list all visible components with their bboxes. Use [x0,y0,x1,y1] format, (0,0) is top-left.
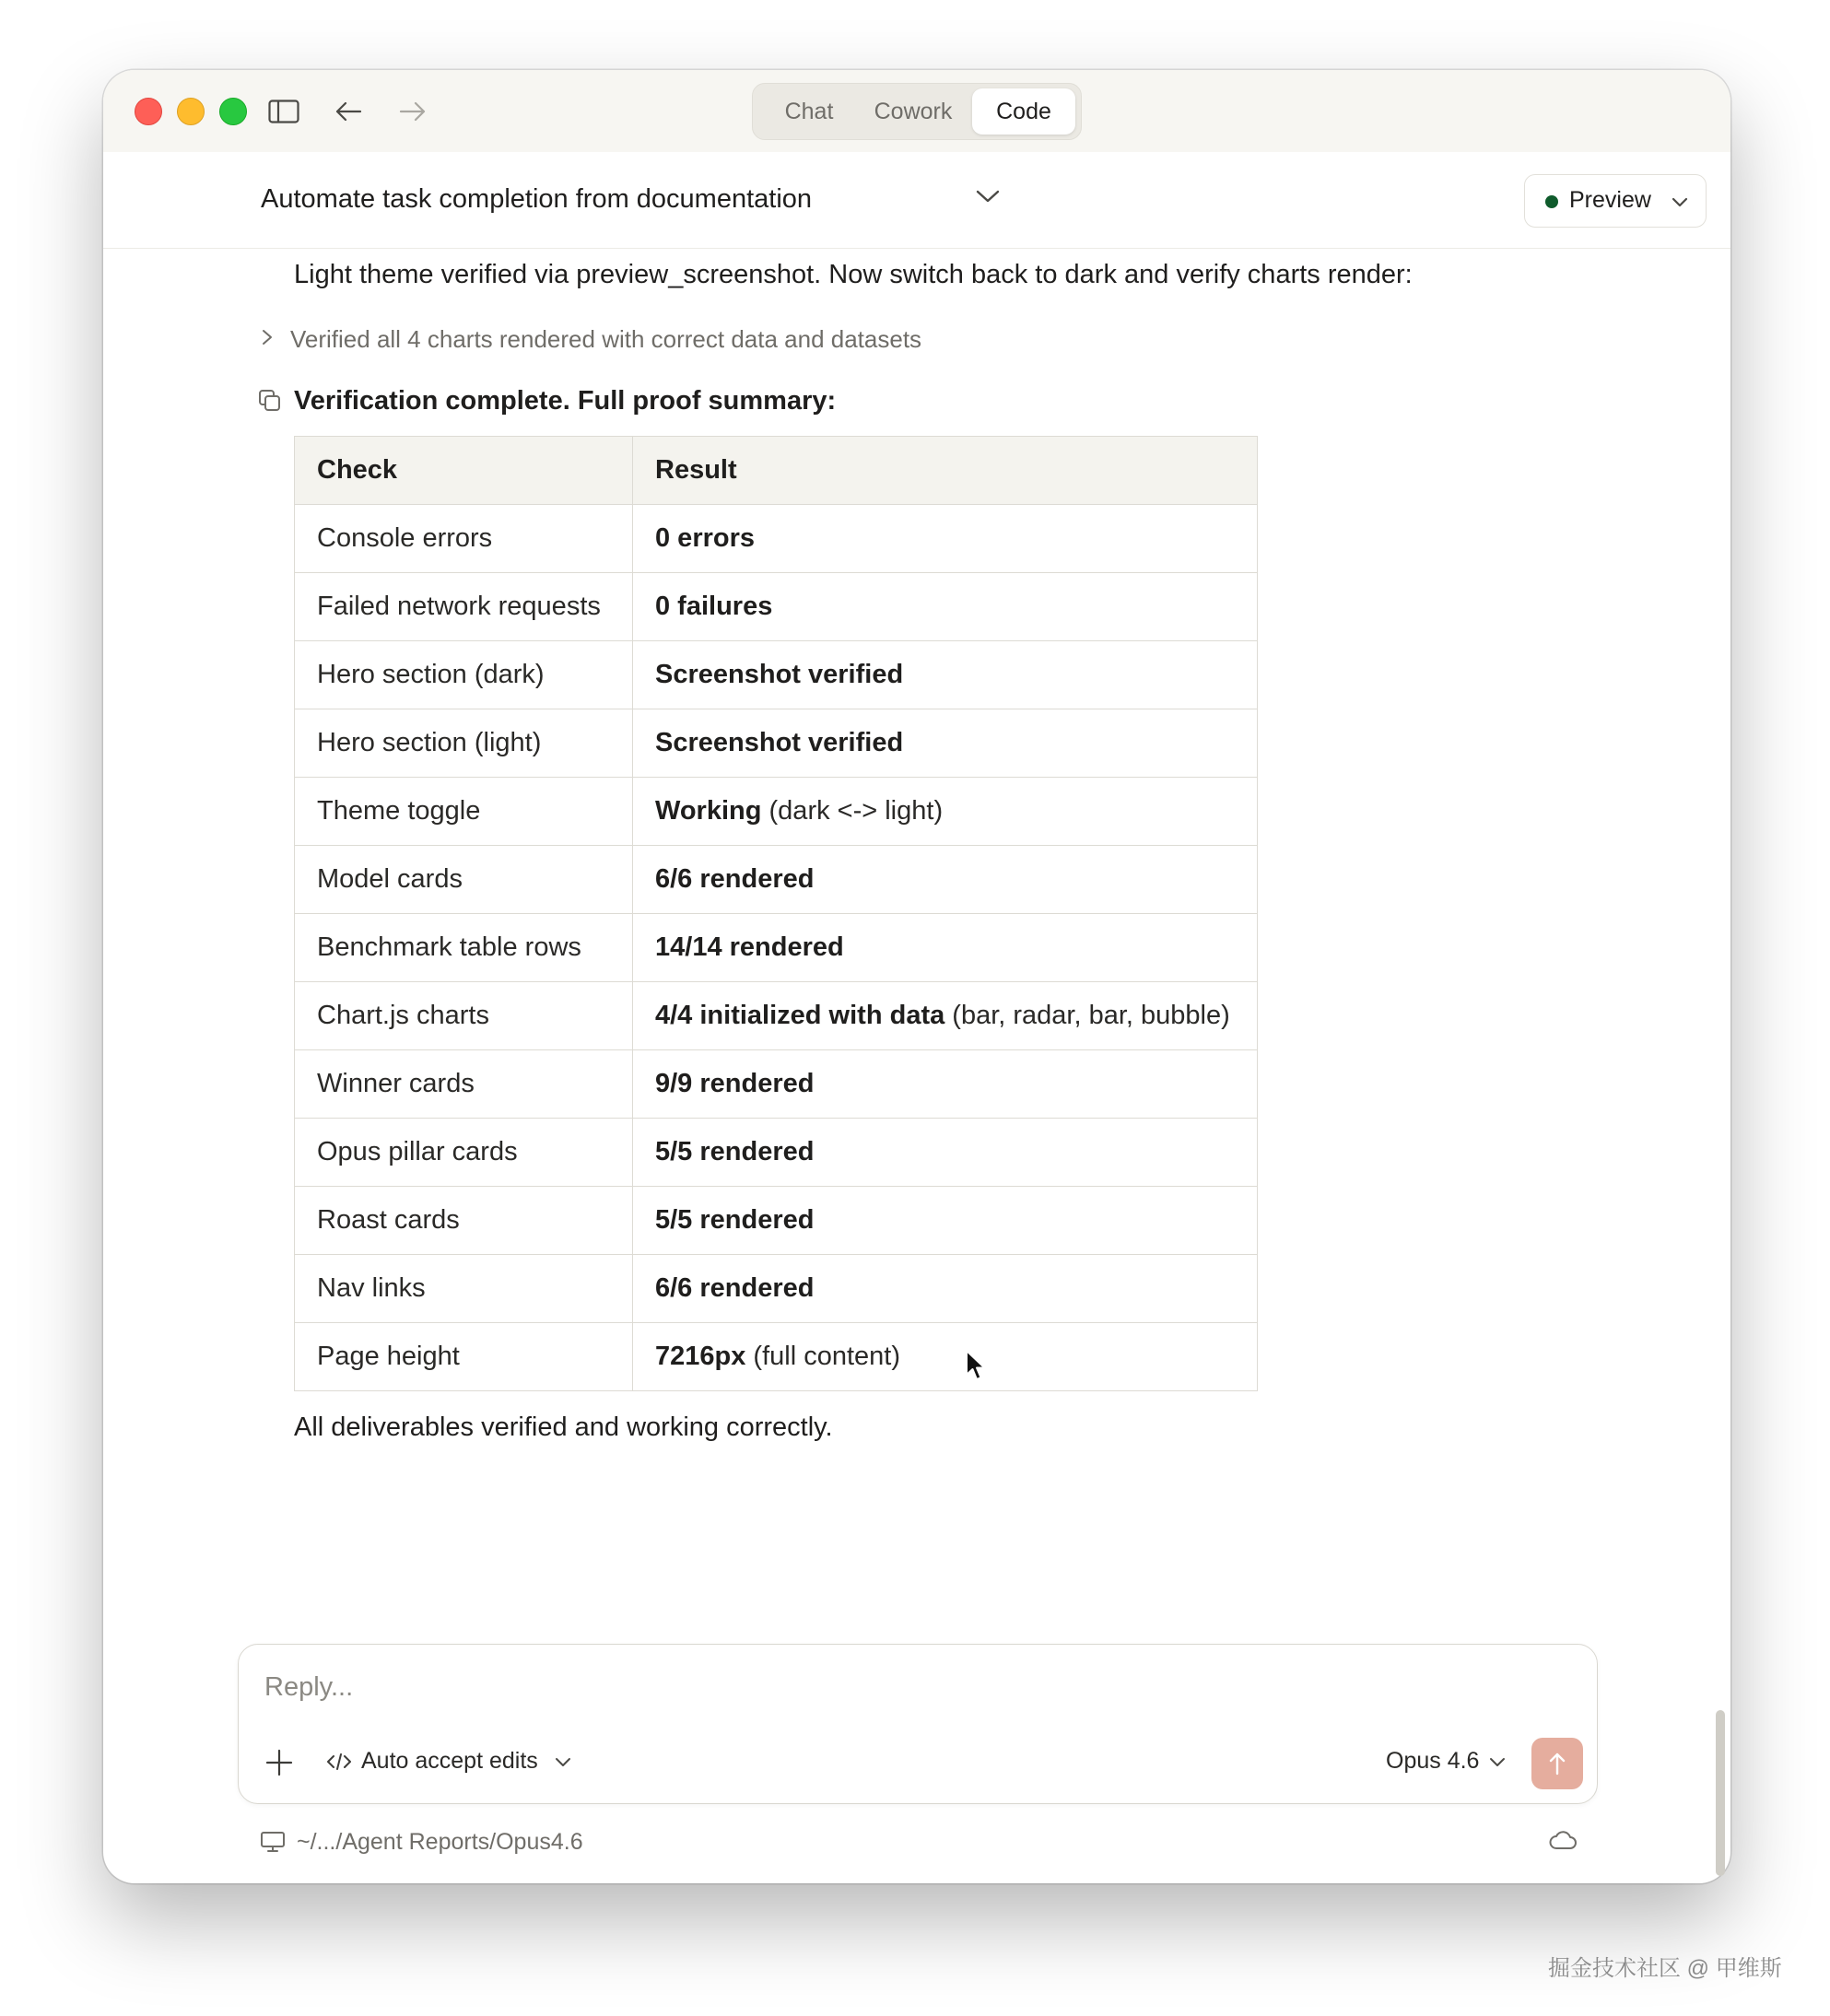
table-row [295,846,1258,914]
result-detail: (dark <-> light) [761,796,944,826]
table-row [295,1187,1258,1255]
scrollbar[interactable] [1716,1710,1725,1876]
reply-composer [238,1644,1598,1804]
tab-cowork[interactable]: Cowork [874,99,953,124]
message-intro: Light theme verified via preview_screenshot. Now switch back to dark and verify charts render: [294,260,1413,289]
result-cell [633,505,1258,573]
forward-arrow-icon[interactable] [394,94,431,129]
proof-summary-table [294,436,1258,1391]
result-cell [633,641,1258,709]
result-cell [633,1255,1258,1323]
preview-button[interactable] [1524,174,1707,228]
result-value: 0 failures [655,592,773,621]
mode-switcher [752,83,1082,140]
monitor-icon [260,1831,286,1858]
result-cell [633,573,1258,641]
zoom-window-button[interactable] [219,98,247,125]
table-row [295,982,1258,1050]
plus-icon[interactable] [264,1748,294,1782]
chevron-down-icon[interactable] [555,1756,571,1773]
result-cell [633,982,1258,1050]
code-icon [326,1752,352,1776]
result-value: 4/4 initialized with data [655,1001,945,1030]
table-row [295,914,1258,982]
result-value: Screenshot verified [655,660,904,689]
back-arrow-icon[interactable] [330,94,367,129]
table-header-row [295,437,1258,505]
preview-label: Preview [1569,187,1651,213]
close-window-button[interactable] [135,98,162,125]
copy-icon[interactable] [258,389,282,417]
check-cell: Winner cards [295,1050,633,1119]
check-cell: Model cards [295,846,633,914]
mouse-cursor-icon [965,1349,987,1387]
minimize-window-button[interactable] [177,98,205,125]
arrow-up-icon [1548,1751,1566,1776]
check-cell: Benchmark table rows [295,914,633,982]
model-selector[interactable]: Opus 4.6 [1386,1748,1480,1774]
result-value: 6/6 rendered [655,864,815,894]
result-value: 6/6 rendered [655,1273,815,1303]
check-cell: Roast cards [295,1187,633,1255]
tab-code[interactable]: Code [972,88,1075,135]
table-row [295,1119,1258,1187]
table-row [295,1255,1258,1323]
result-cell [633,846,1258,914]
result-value: Screenshot verified [655,728,904,757]
check-cell: Console errors [295,505,633,573]
tab-chat[interactable]: Chat [784,99,834,124]
table-row [295,709,1258,778]
result-cell [633,1323,1258,1391]
chevron-down-icon [1671,196,1689,209]
result-value: 14/14 rendered [655,932,844,962]
result-cell [633,778,1258,846]
message-conclusion: All deliverables verified and working correctly. [294,1412,833,1442]
auto-accept-edits-dropdown[interactable]: Auto accept edits [361,1748,538,1774]
result-detail: (full content) [745,1342,900,1371]
reply-input[interactable]: Reply... [264,1672,354,1702]
check-cell: Hero section (light) [295,709,633,778]
working-directory-path[interactable]: ~/.../Agent Reports/Opus4.6 [297,1829,583,1855]
result-value: 0 errors [655,523,756,553]
table-row [295,505,1258,573]
table-row [295,1323,1258,1391]
cloud-icon[interactable] [1548,1829,1578,1856]
check-cell: Chart.js charts [295,982,633,1050]
watermark-text: 掘金技术社区 @ 甲维斯 [1548,1956,1782,1981]
result-cell [633,709,1258,778]
table-row [295,1050,1258,1119]
sidebar-toggle-icon[interactable] [265,94,302,129]
conversation-title[interactable]: Automate task completion from documentation [261,184,813,214]
result-cell [633,914,1258,982]
result-value: Working [655,796,762,826]
check-cell: Hero section (dark) [295,641,633,709]
result-cell [633,1050,1258,1119]
result-value: 5/5 rendered [655,1137,815,1166]
result-value: 7216px [655,1342,746,1371]
column-header-check: Check [295,437,633,505]
table-row [295,573,1258,641]
send-button[interactable] [1531,1738,1583,1789]
check-cell: Page height [295,1323,633,1391]
check-cell: Nav links [295,1255,633,1323]
title-bar [103,70,1730,153]
check-cell: Opus pillar cards [295,1119,633,1187]
result-cell [633,1119,1258,1187]
check-cell: Failed network requests [295,573,633,641]
chevron-down-icon[interactable] [975,188,1001,209]
table-row [295,641,1258,709]
table-row [295,778,1258,846]
result-detail: (bar, radar, bar, bubble) [944,1001,1230,1030]
collapsed-step[interactable]: Verified all 4 charts rendered with correct data and datasets [290,325,922,353]
result-value: 9/9 rendered [655,1069,815,1098]
chevron-down-icon[interactable] [1489,1756,1506,1773]
column-header-result: Result [633,437,1258,505]
status-dot-icon [1545,195,1558,208]
check-cell: Theme toggle [295,778,633,846]
chevron-right-icon[interactable] [260,328,275,351]
result-value: 5/5 rendered [655,1205,815,1235]
result-cell [633,1187,1258,1255]
summary-heading: Verification complete. Full proof summary: [294,386,837,416]
